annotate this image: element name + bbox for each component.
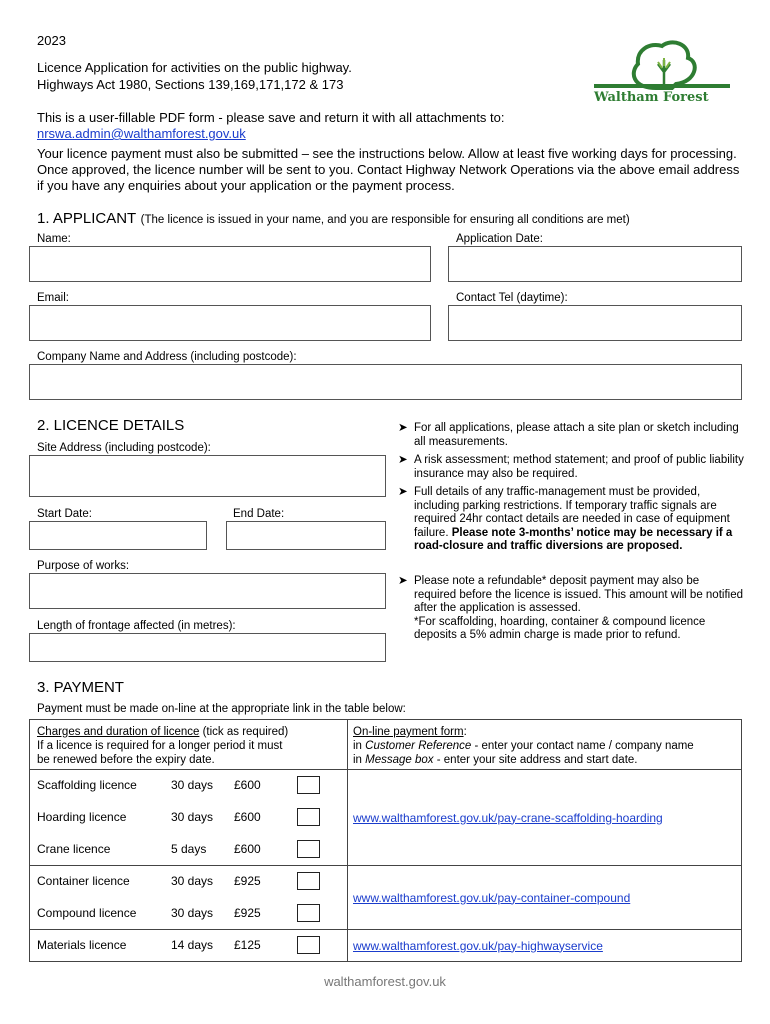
payment-group-2 <box>30 866 742 930</box>
intro-line: This is a user-fillable PDF form - please save and return it with all attachments to: <box>37 110 505 125</box>
licence-price: £925 <box>234 906 261 920</box>
customer-reference-label: Customer Reference <box>365 740 472 752</box>
licence-rows-group-2 <box>30 866 348 930</box>
charges-header-note: (tick as required) <box>199 726 289 738</box>
scaffolding-checkbox[interactable] <box>297 776 320 794</box>
link-cell-3 <box>348 930 742 962</box>
form-year: 2023 <box>37 33 66 48</box>
tree-logo-icon <box>592 32 732 92</box>
form-title-line2: Highways Act 1980, Sections 139,169,171,172 & 173 <box>37 77 344 92</box>
licence-rows-group-1 <box>30 770 348 866</box>
name-label: Name: <box>37 233 71 245</box>
payment-table <box>29 719 742 962</box>
note-admin-charge: *For scaffolding, hoarding, container & compound licence deposits a 5% admin charge is made prior to refund. <box>414 615 706 641</box>
note-text: A risk assessment; method statement; and proof of public liability insurance may also be required. <box>414 454 744 480</box>
arrow-bullet-icon: ➤ <box>398 486 408 498</box>
intro-paragraph: Your licence payment must also be submitted – see the instructions below. Allow at least five working days for processing. Once approved, the licence number will be sent to you. Contact Highway Network Operations via the above email address if you have any enquiries about your application or the payment process. <box>37 146 740 193</box>
pay-crane-scaffolding-hoarding-link[interactable]: www.walthamforest.gov.uk/pay-crane-scaffolding-hoarding <box>353 810 663 825</box>
purpose-field[interactable] <box>29 573 386 609</box>
applicant-note: (The licence is issued in your name, and you are responsible for ensuring all conditions are met) <box>140 214 630 226</box>
email-field[interactable] <box>29 305 431 341</box>
note-text-bold: Please note 3-months’ notice may be necessary if a road-closure and traffic diversions are proposed. <box>414 526 733 552</box>
licence-price: £125 <box>234 938 261 952</box>
applicant-heading: 1. APPLICANT <box>37 210 137 227</box>
message-box-label: Message box <box>365 754 434 766</box>
payment-heading: 3. PAYMENT <box>37 679 124 696</box>
compound-checkbox[interactable] <box>297 904 320 922</box>
licence-price: £600 <box>234 810 261 824</box>
link-cell-2 <box>348 866 742 930</box>
container-checkbox[interactable] <box>297 872 320 890</box>
application-date-label: Application Date: <box>456 233 543 245</box>
licence-type: Crane licence <box>37 842 111 856</box>
licence-duration: 30 days <box>171 874 214 888</box>
licence-duration: 14 days <box>171 938 214 952</box>
company-address-field[interactable] <box>29 364 742 400</box>
site-address-field[interactable] <box>29 455 386 497</box>
licence-duration: 5 days <box>171 842 207 856</box>
licence-row-materials <box>30 930 340 962</box>
payment-table-header <box>30 720 742 770</box>
pay-container-compound-link[interactable]: www.walthamforest.gov.uk/pay-container-compound <box>353 890 631 905</box>
licence-duration: 30 days <box>171 810 214 824</box>
applicant-section-title <box>37 210 630 228</box>
start-date-label: Start Date: <box>37 508 92 520</box>
licence-row-scaffolding <box>30 770 340 802</box>
application-date-field[interactable] <box>448 246 742 282</box>
company-label: Company Name and Address (including postcode): <box>37 351 297 363</box>
licence-type: Scaffolding licence <box>37 778 137 792</box>
licence-row-crane <box>30 834 340 866</box>
licence-price: £600 <box>234 778 261 792</box>
note-text-plain: Full details of any traffic-management must be provided, including parking restrictions. If temporary traffic signals are required 24hr contact details are needed in case of equipment failure. <box>414 486 730 539</box>
arrow-bullet-icon: ➤ <box>398 454 408 466</box>
waltham-forest-logo <box>592 32 732 110</box>
licence-row-container <box>30 866 340 898</box>
frontage-label: Length of frontage affected (in metres): <box>37 620 236 632</box>
online-form-line2-post: - enter your contact name / company name <box>471 740 694 752</box>
online-form-line2-pre: in <box>353 740 366 752</box>
materials-checkbox[interactable] <box>297 936 320 954</box>
licence-price: £600 <box>234 842 261 856</box>
charges-header-line3: be renewed before the expiry date. <box>37 754 215 766</box>
end-date-label: End Date: <box>233 508 285 520</box>
contact-tel-field[interactable] <box>448 305 742 341</box>
charges-header-line2: If a licence is required for a longer period it must <box>37 740 283 752</box>
payment-group-1 <box>30 770 742 866</box>
charges-header-title: Charges and duration of licence <box>37 726 200 738</box>
hoarding-checkbox[interactable] <box>297 808 320 826</box>
note-text <box>414 486 744 554</box>
licence-details-heading: 2. LICENCE DETAILS <box>37 417 185 434</box>
online-form-line3-pre: in <box>353 754 366 766</box>
online-form-line3-post: - enter your site address and start date. <box>433 754 638 766</box>
end-date-field[interactable] <box>226 521 386 550</box>
licence-duration: 30 days <box>171 906 214 920</box>
contact-email-link[interactable]: nrswa.admin@walthamforest.gov.uk <box>37 126 246 141</box>
licence-row-compound <box>30 898 340 930</box>
footer-website: walthamforest.gov.uk <box>324 974 446 989</box>
start-date-field[interactable] <box>29 521 207 550</box>
site-address-label: Site Address (including postcode): <box>37 442 211 454</box>
arrow-bullet-icon: ➤ <box>398 575 408 587</box>
charges-header-cell <box>30 720 348 770</box>
pay-highwayservice-link[interactable]: www.walthamforest.gov.uk/pay-highwayservice <box>353 938 603 953</box>
crane-checkbox[interactable] <box>297 840 320 858</box>
licence-price: £925 <box>234 874 261 888</box>
note-text: For all applications, please attach a site plan or sketch including all measurements. <box>414 422 739 448</box>
online-form-header-cell: On-line payment form: in Customer Reference - enter your contact name / company name in Message box - enter your site address and start date. <box>348 720 742 770</box>
licence-type: Compound licence <box>37 906 137 920</box>
contact-tel-label: Contact Tel (daytime): <box>456 292 568 304</box>
link-cell-1 <box>348 770 742 866</box>
online-form-title: On-line payment form <box>353 726 464 738</box>
frontage-field[interactable] <box>29 633 386 662</box>
payment-intro: Payment must be made on-line at the appropriate link in the table below: <box>37 703 406 715</box>
licence-type: Hoarding licence <box>37 810 127 824</box>
licence-type: Materials licence <box>37 938 127 952</box>
licence-duration: 30 days <box>171 778 214 792</box>
logo-text: Waltham Forest <box>594 90 709 105</box>
licence-row-hoarding <box>30 802 340 834</box>
purpose-label: Purpose of works: <box>37 560 130 572</box>
licence-type: Container licence <box>37 874 130 888</box>
note-text-plain: Please note a refundable* deposit payment may also be required before the licence is issued. This amount will be notified after the application is assessed. <box>414 575 743 614</box>
form-title-line1: Licence Application for activities on the public highway. <box>37 60 352 75</box>
arrow-bullet-icon: ➤ <box>398 422 408 434</box>
payment-group-3 <box>30 930 742 962</box>
name-field[interactable] <box>29 246 431 282</box>
licence-rows-group-3 <box>30 930 348 962</box>
email-label: Email: <box>37 292 69 304</box>
note-text <box>414 575 744 643</box>
